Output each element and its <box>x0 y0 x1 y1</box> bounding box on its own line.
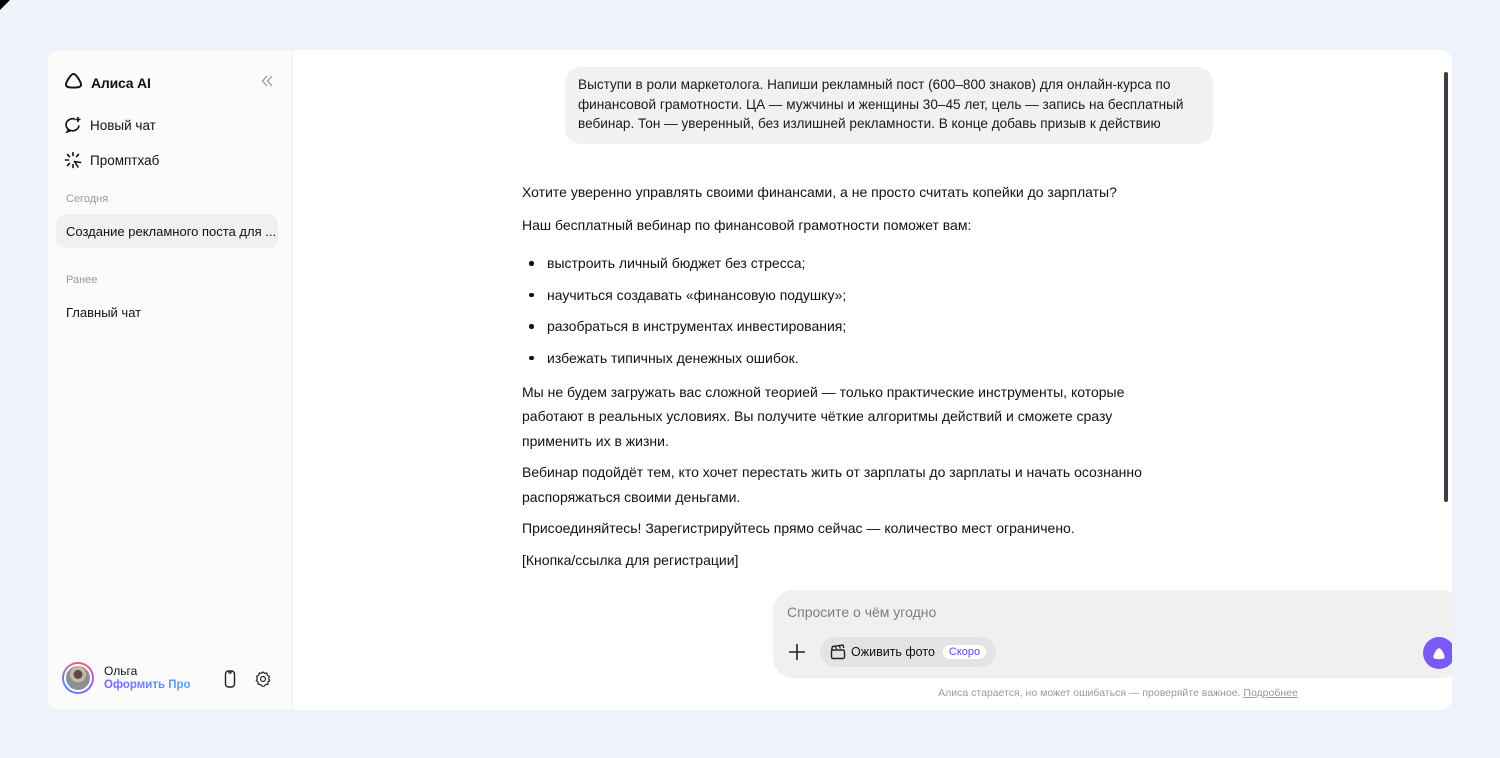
user-name: Ольга <box>104 664 138 678</box>
phone-device-icon <box>224 670 236 688</box>
answer-intro: Хотите уверенно управлять своими финансами, а не просто считать копейки до зарплаты? <box>522 184 1117 200</box>
screenshot-corner <box>0 0 10 10</box>
chat-main <box>293 50 1452 710</box>
list-item: научиться создавать «финансовую подушку»; <box>522 285 1162 305</box>
attach-button[interactable] <box>787 642 807 662</box>
collapse-sidebar-button[interactable] <box>260 74 278 92</box>
answer-lead: Наш бесплатный вебинар по финансовой грамотности поможет вам: <box>522 216 972 233</box>
alice-logo-icon <box>1431 646 1447 661</box>
animate-photo-button[interactable] <box>820 637 996 667</box>
disclaimer-text: Алиса старается, но может ошибаться — проверяйте важное. <box>938 687 1241 699</box>
animate-photo-label: Оживить фото <box>851 645 935 659</box>
avatar[interactable] <box>62 662 94 694</box>
list-item: разобраться в инструментах инвестирования; <box>522 316 1162 336</box>
section-label-earlier: Ранее <box>66 274 98 286</box>
sparkle-burst-icon <box>64 151 82 169</box>
list-item: выстроить личный бюджет без стресса; <box>522 253 1162 273</box>
chat-history-title: Главный чат <box>66 304 142 320</box>
new-chat-button[interactable] <box>64 116 156 134</box>
new-chat-label: Новый чат <box>90 117 156 133</box>
new-chat-icon <box>64 116 82 134</box>
brand[interactable] <box>64 72 151 94</box>
brand-name: Алиса AI <box>91 75 151 91</box>
message-input[interactable] <box>787 602 1387 622</box>
sidebar <box>48 50 293 710</box>
gear-icon <box>254 670 272 688</box>
clapperboard-icon <box>830 644 846 660</box>
answer-bullet-list <box>522 253 1162 368</box>
prompthub-label: Промптхаб <box>90 152 160 168</box>
chat-history-item[interactable] <box>56 295 278 329</box>
prompthub-button[interactable] <box>64 151 159 169</box>
soon-badge: Скоро <box>943 645 986 659</box>
user-message-bubble: Выступи в роли маркетолога. Напиши рекламный пост (600–800 знаков) для онлайн-курса по финансовой грамотности. ЦА — мужчины и женщины 30–45 лет, цель — запись на бесплатный вебинар. Тон — уверенный, без излишней рекламности. В конце добавь призыв к действию <box>565 67 1213 144</box>
chat-history-item[interactable] <box>56 214 278 248</box>
section-label-today: Сегодня <box>66 193 109 205</box>
list-item: избежать типичных денежных ошибок. <box>522 348 1162 368</box>
send-button[interactable] <box>1423 637 1452 669</box>
answer-paragraph: Вебинар подойдёт тем, кто хочет перестать жить от зарплаты до зарплаты и начать осознанно распоряжаться своими деньгами. <box>522 464 1142 505</box>
plus-icon <box>787 642 807 662</box>
scrollbar[interactable] <box>1444 72 1448 502</box>
composer <box>773 590 1452 678</box>
user-profile[interactable] <box>62 662 191 694</box>
learn-more-link[interactable]: Подробнее <box>1243 687 1298 699</box>
alice-logo-icon <box>64 72 83 94</box>
answer-paragraph: Мы не будем загружать вас сложной теорией — только практические инструменты, которые работают в реальных условиях. Вы получите чёткие алгоритмы действий и сможете сразу применить их в жизни. <box>522 383 1125 449</box>
disclaimer <box>773 687 1452 699</box>
double-chevron-left-icon <box>260 74 274 88</box>
assistant-answer <box>522 180 1162 579</box>
mobile-app-button[interactable] <box>220 669 240 689</box>
answer-paragraph: Присоединяйтесь! Зарегистрируйтесь прямо сейчас — количество мест ограничено. <box>522 520 1075 536</box>
chat-history-title: Создание рекламного поста для ... <box>66 223 277 239</box>
upgrade-pro-link[interactable]: Оформить Про <box>104 679 191 691</box>
answer-paragraph: [Кнопка/ссылка для регистрации] <box>522 551 739 568</box>
app-window <box>48 50 1452 710</box>
settings-button[interactable] <box>253 669 273 689</box>
